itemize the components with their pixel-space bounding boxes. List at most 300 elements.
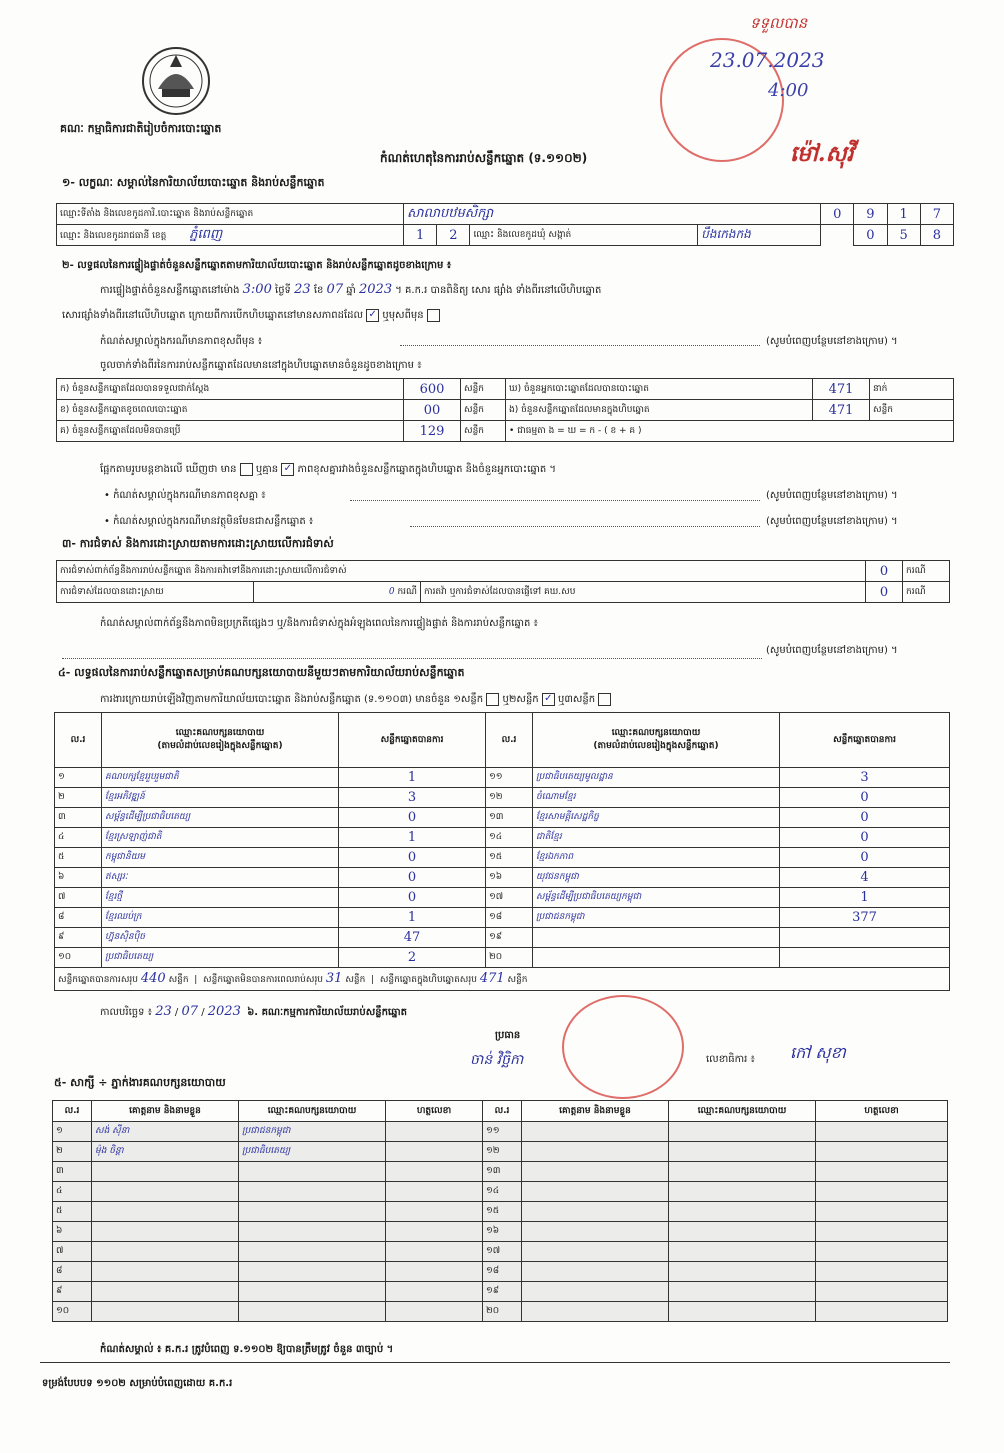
witness-signature [386, 1182, 483, 1202]
witness-name [92, 1282, 239, 1302]
results-votes [780, 928, 950, 948]
results-no: ១៤ [486, 828, 533, 848]
results-party: គណបក្សខ្មែររួបរួមជាតិ [102, 768, 339, 788]
results-votes [780, 948, 950, 968]
results-no: ១០ [55, 948, 102, 968]
count-row-0-left-value: 600 [404, 379, 461, 400]
results-party: ខ្មែរឯកភាព [533, 848, 780, 868]
total-valid-label: សន្លឹកឆ្នោតបានការសរុប [58, 975, 138, 985]
witness-signature [386, 1302, 483, 1322]
president-signature: ចាន់ វិច្ឆិកា [470, 1052, 524, 1068]
witness-party [239, 1262, 386, 1282]
results-col-no-right: ល.រ [486, 713, 533, 768]
results-party: សម្ព័ន្ធដើម្បីប្រជាធិបតេយ្យកម្ពុជា [533, 888, 780, 908]
line1-time: 3:00 [242, 282, 272, 297]
results-col-party-right-text: ឈ្មោះគណបក្សនយោបាយ [611, 728, 701, 738]
section2-line1 [100, 282, 601, 298]
results-party: សម្ព័ន្ធដើម្បីប្រជាធិបតេយ្យ [102, 808, 339, 828]
witness-signature [386, 1222, 483, 1242]
table-row [55, 848, 950, 868]
results-table [54, 712, 950, 991]
row2-value: ភ្នំពេញ [189, 226, 223, 242]
objection-row2-left-unit: ករណី [397, 586, 417, 597]
witness-signature [816, 1142, 948, 1162]
witness-name [522, 1162, 669, 1182]
row1-label: ឈ្មោះទីតាំង និងលេខកូដការិ.បោះឆ្នោត និងរាប់សន្លឹកឆ្នោត [57, 204, 404, 225]
received-date: 23.07.2023 [710, 48, 825, 72]
table-row [53, 1162, 948, 1182]
row2-label [57, 225, 404, 246]
date-line: កាលបរិច្ឆេទ ៖ 23 / 07 / 2023 ៦. គណៈកម្មការការិយាល័យរាប់សន្លឹកឆ្នោត [100, 1004, 407, 1019]
line1-month-label: ខែ [313, 285, 324, 296]
results-votes: 0 [780, 848, 950, 868]
witness-name: សង់ ស៊ីនា [92, 1122, 239, 1142]
total-valid-unit: សន្លឹក [168, 975, 189, 985]
witness-signature [816, 1262, 948, 1282]
count-row-0-right-unit: នាក់ [870, 379, 954, 400]
table-row [53, 1282, 948, 1302]
table-row [53, 1222, 948, 1242]
results-votes: 3 [780, 768, 950, 788]
witness-no: ៤ [53, 1182, 92, 1202]
table-row [53, 1122, 948, 1142]
objection-row2-left: ការជំទាស់ដែលបានដោះស្រាយ [57, 582, 254, 603]
results-votes: 0 [339, 848, 486, 868]
witness-signature [386, 1142, 483, 1162]
row2-commune-value: បឹងកេងកង [698, 225, 821, 246]
witness-name [92, 1302, 239, 1322]
results-col-party-left [102, 713, 339, 768]
witness-party: ប្រជាជនកម្ពុជា [239, 1122, 386, 1142]
note1-dots [350, 500, 760, 501]
count-row-1-right-unit: សន្លឹក [870, 400, 954, 421]
count-row-2-left-value: 129 [404, 421, 461, 442]
row2-commune-code-0: 0 [854, 225, 887, 246]
received-label: ទទួលបាន [750, 14, 808, 32]
note2: • កំណត់សម្គាល់ក្នុងករណីមានវត្ថុមិនមែនជាសន្លឹកឆ្នោត ៖ [104, 516, 314, 527]
footer-divider [40, 1362, 950, 1363]
witness-no: ១៨ [483, 1262, 522, 1282]
witness-party [669, 1242, 816, 1262]
sub-c: ឬ៣សន្លឹក [558, 694, 596, 705]
results-col-party-right [533, 713, 780, 768]
witness-party [239, 1282, 386, 1302]
same-checkbox[interactable]: ✓ [366, 309, 379, 322]
section1-title: ១- លក្ខណៈ សម្គាល់នៃការិយាល័យបោះឆ្នោត និងរាប់សន្លឹកឆ្នោត [62, 176, 325, 189]
row2-code-0: 1 [404, 225, 437, 246]
results-party: ជាតិខ្មែរ [533, 828, 780, 848]
results-votes: 0 [339, 808, 486, 828]
section2-line2 [62, 308, 440, 323]
line1-pre: ការផ្ទៀងផ្ទាត់ចំនួនសន្លឹកឆ្នោតនៅម៉ោង [100, 285, 240, 296]
results-col-party-right-sub: (តាមលំដាប់លេខរៀងក្នុងសន្លឹកឆ្នោត) [593, 741, 719, 751]
results-votes: 377 [780, 908, 950, 928]
witness-no: ១៥ [483, 1202, 522, 1222]
table-row [53, 1202, 948, 1222]
witness-party [669, 1202, 816, 1222]
witness-signature [816, 1282, 948, 1302]
section4-title: ៤- លទ្ធផលនៃការរាប់សន្លឹកឆ្នោតសម្រាប់គណបក្សនយោបាយនីមួយៗតាមការិយាល័យរាប់សន្លឹកឆ្នោត [58, 666, 465, 679]
results-votes: 1 [339, 828, 486, 848]
witness-no: ១០ [53, 1302, 92, 1322]
results-no: ៩ [55, 928, 102, 948]
section5-title: ៥- សាក្សី ÷ ភ្នាក់ងារគណបក្សនយោបាយ [54, 1076, 226, 1089]
count-row-1-left-label: ខ) ចំនួនសន្លឹកឆ្នោតខូចពេលបោះឆ្នោត [57, 400, 404, 421]
section1-table [56, 203, 954, 246]
section4-sub [100, 692, 611, 707]
results-no: ២០ [486, 948, 533, 968]
results-party [533, 928, 780, 948]
witness-col-sign-left: ហត្ថលេខា [386, 1101, 483, 1122]
results-no: ១២ [486, 788, 533, 808]
results-votes: 2 [339, 948, 486, 968]
secretary-signature: កៅ សុខា [790, 1043, 846, 1062]
line1-month: 07 [326, 282, 344, 297]
count-row-1-right-label: ង) ចំនួនសន្លឹកឆ្នោតដែលមានក្នុងហិបឆ្នោត [506, 400, 813, 421]
results-votes: 0 [780, 808, 950, 828]
witness-no: ១៣ [483, 1162, 522, 1182]
table-row [55, 768, 950, 788]
witness-party [669, 1282, 816, 1302]
results-party [533, 948, 780, 968]
witness-name [92, 1262, 239, 1282]
results-party: ហ្វ៊ុនស៊ិនប៉ិច [102, 928, 339, 948]
table-row [53, 1142, 948, 1162]
results-party: ប្រជាធិបតេយ្យ [102, 948, 339, 968]
date-day: 23 [155, 1004, 172, 1019]
witness-name [92, 1162, 239, 1182]
witness-signature [816, 1302, 948, 1322]
row1-code-2: 1 [887, 204, 920, 225]
row2-code-1: 2 [437, 225, 470, 246]
date-label: កាលបរិច្ឆេទ ៖ [100, 1007, 153, 1018]
results-col-no-left: ល.រ [55, 713, 102, 768]
note2-hint: (សូមបំពេញបន្ថែមនៅខាងក្រោម) ។ [766, 516, 898, 527]
president-label: ប្រធាន [495, 1030, 521, 1041]
witness-table [52, 1100, 948, 1322]
results-votes: 1 [339, 908, 486, 928]
table-row [55, 888, 950, 908]
results-no: ១ [55, 768, 102, 788]
section2-title: ២- លទ្ធផលនៃការផ្ទៀងផ្ទាត់ចំនួនសន្លឹកឆ្នោតតាមការិយាល័យបោះឆ្នោត និងរាប់សន្លឹកឆ្នោតដូចខាងក្រោម ៖ [62, 260, 452, 271]
results-col-votes-left: សន្លឹកឆ្នោតបានការ [339, 713, 486, 768]
three-sheets-checkbox[interactable] [598, 693, 611, 706]
witness-signature [386, 1282, 483, 1302]
witness-no: ១៩ [483, 1282, 522, 1302]
section3-hint: (សូមបំពេញបន្ថែមនៅខាងក្រោម) ។ [766, 645, 898, 656]
witness-no: ១៤ [483, 1182, 522, 1202]
sub-b: ឬ២សន្លឹក [502, 694, 539, 705]
two-sheets-checkbox[interactable]: ✓ [542, 693, 555, 706]
witness-no: ៧ [53, 1242, 92, 1262]
results-votes: 4 [780, 868, 950, 888]
row1-code-3: 7 [920, 204, 953, 225]
witness-party [669, 1222, 816, 1242]
results-votes: 1 [780, 888, 950, 908]
witness-col-party-right: ឈ្មោះគណបក្សនយោបាយ [669, 1101, 816, 1122]
witness-name [522, 1302, 669, 1322]
witness-no: ៩ [53, 1282, 92, 1302]
results-no: ៣ [55, 808, 102, 828]
table-row [53, 1182, 948, 1202]
count-row-1-right-value: 471 [813, 400, 870, 421]
line1-day-label: ថ្ងៃទី [275, 285, 291, 296]
witness-party [669, 1122, 816, 1142]
total-box: 471 [479, 971, 505, 986]
total-box-label: សន្លឹកឆ្នោតក្នុងហិបឆ្នោតសរុប [379, 975, 477, 985]
received-time: 4:00 [768, 80, 809, 101]
witness-name [92, 1182, 239, 1202]
objection-row1-unit: ករណី [903, 561, 950, 582]
results-no: ១៦ [486, 868, 533, 888]
results-no: ១៥ [486, 848, 533, 868]
row2-commune-code-1: 5 [887, 225, 920, 246]
results-no: ១៩ [486, 928, 533, 948]
line1-year-label: ឆ្នាំ [346, 285, 356, 296]
results-party: ខ្មែរថ្មី [102, 888, 339, 908]
witness-no: ២០ [483, 1302, 522, 1322]
witness-name [522, 1222, 669, 1242]
witness-no: ១ [53, 1122, 92, 1142]
results-party: ខ្មែរស្រឡាញ់ជាតិ [102, 828, 339, 848]
official-stamp [562, 995, 684, 1099]
committee-label: ៦. គណៈកម្មការការិយាល័យរាប់សន្លឹកឆ្នោត [247, 1007, 407, 1018]
results-totals: សន្លឹកឆ្នោតបានការសរុប 440 សន្លឹក | សន្លឹកឆ្នោតមិនបានការពេលរាប់សរុប 31 សន្លឹក | សន្លឹកឆ្នោតក្នុងហិបឆ្នោតសរុប 471 សន្លឹក [55, 968, 950, 991]
line2-yes: ឬមុសពីមុន [382, 310, 424, 321]
line2-text: សោរផ្សាំងទាំងពីរនៅលើហិបឆ្នោត ក្រោយពីការបើកហិបឆ្នោតនៅមានសភាពដដែល [62, 310, 363, 321]
table-row [55, 828, 950, 848]
table-row [53, 1262, 948, 1282]
results-no: ២ [55, 788, 102, 808]
witness-no: ៣ [53, 1162, 92, 1182]
row1-value: សាលាបឋមសិក្សា [404, 204, 821, 225]
table-row [55, 868, 950, 888]
line3-hint: (សូមបំពេញបន្ថែមនៅខាងក្រោម) ។ [766, 336, 898, 347]
witness-signature [816, 1242, 948, 1262]
witness-name [92, 1222, 239, 1242]
results-no: ១៨ [486, 908, 533, 928]
witness-party [239, 1162, 386, 1182]
count-row-0-left-label: ក) ចំនួនសន្លឹកឆ្នោតដែលបានទទួលជាក់ស្តែង [57, 379, 404, 400]
witness-party [669, 1182, 816, 1202]
witness-no: ២ [53, 1142, 92, 1162]
row2-commune-label: ឈ្មោះ និងលេខកូដឃុំ សង្កាត់ [470, 225, 698, 246]
note1-hint: (សូមបំពេញបន្ថែមនៅខាងក្រោម) ។ [766, 490, 898, 501]
table-row [55, 908, 950, 928]
witness-col-name-right: គោត្តនាម និងនាមខ្លួន [522, 1101, 669, 1122]
witness-no: ១៦ [483, 1222, 522, 1242]
footer-note: កំណត់សម្គាល់ ៖ គ.ក.រ ត្រូវបំពេញ ទ.១១០២ ឱ្យបានត្រឹមត្រូវ ចំនួន ៣ច្បាប់ ។ [100, 1344, 394, 1355]
results-party: ខ្មែរអភិវឌ្ឍន៍ [102, 788, 339, 808]
no-diff-checkbox[interactable]: ✓ [281, 463, 294, 476]
witness-body [53, 1122, 948, 1322]
witness-no: ១២ [483, 1142, 522, 1162]
results-col-votes-right: សន្លឹកឆ្នោតបានការ [780, 713, 950, 768]
witness-name [522, 1142, 669, 1162]
row1-code-0: 0 [821, 204, 854, 225]
results-party: ប្រជាធិបតេយ្យមូលដ្ឋាន [533, 768, 780, 788]
line1-year: 2023 [359, 282, 393, 297]
results-votes: 0 [780, 828, 950, 848]
results-party: ប្រជាជនកម្ពុជា [533, 908, 780, 928]
witness-no: ៦ [53, 1222, 92, 1242]
count-row-0-right-label: ឃ) ចំនួនអ្នកបោះឆ្នោតដែលបានបោះឆ្នោត [506, 379, 813, 400]
results-no: ៨ [55, 908, 102, 928]
witness-no: ៥ [53, 1202, 92, 1222]
witness-no: ១៧ [483, 1242, 522, 1262]
section2-line3: កំណត់សម្គាល់ក្នុងករណីមានភាពខុសពីមុន ៖ [100, 336, 263, 347]
witness-signature [816, 1122, 948, 1142]
witness-col-name-left: គោត្តនាម និងនាមខ្លួន [92, 1101, 239, 1122]
results-col-party-left-text: ឈ្មោះគណបក្សនយោបាយ [175, 728, 265, 738]
witness-col-sign-right: ហត្ថលេខា [816, 1101, 948, 1122]
witness-signature [386, 1122, 483, 1142]
witness-party [239, 1242, 386, 1262]
one-sheet-checkbox[interactable] [486, 693, 499, 706]
table-row [55, 808, 950, 828]
date-year: 2023 [207, 1004, 241, 1019]
results-votes: 1 [339, 768, 486, 788]
witness-name: ម៉ុង ចិន្តា [92, 1142, 239, 1162]
witness-party [669, 1262, 816, 1282]
results-votes: 0 [339, 868, 486, 888]
count-row-1-left-value: 00 [404, 400, 461, 421]
form-title: កំណត់ហេតុនៃការរាប់សន្លឹកឆ្នោត (ទ.១១០២) [380, 151, 588, 165]
count-row-2-left-label: គ) ចំនួនសន្លឹកឆ្នោតដែលមិនបានប្រើ [57, 421, 404, 442]
count-rows [57, 379, 954, 442]
section3-note: កំណត់សម្គាល់ពាក់ព័ន្ធនឹងភាពមិនប្រក្រតីផ្សេងៗ ឬ/និងការជំទាស់ក្នុងអំឡុងពេលនៃការផ្ទៀងផ្ទាត់ និងការរាប់សន្លឹកឆ្នោត ៖ [100, 618, 538, 629]
table-row [53, 1302, 948, 1322]
section3-dots [62, 658, 762, 659]
table-row [53, 1242, 948, 1262]
witness-signature [386, 1242, 483, 1262]
has-diff-checkbox[interactable] [240, 463, 253, 476]
witness-party [239, 1222, 386, 1242]
line5-a: ផ្អែកតាមរូបមន្តខាងលើ ឃើញថា មាន [100, 464, 237, 475]
objection-row2-left-value: 0 [388, 586, 395, 597]
results-party: យុវជនកម្ពុជា [533, 868, 780, 888]
note1: • កំណត់សម្គាល់ក្នុងករណីមានភាពខុសគ្នា ៖ [104, 490, 266, 501]
witness-name [92, 1202, 239, 1222]
line5-b: ឬគ្មាន [255, 464, 279, 475]
witness-party [669, 1162, 816, 1182]
witness-name [522, 1282, 669, 1302]
results-no: ១៣ [486, 808, 533, 828]
secretary-label: លេខាធិការ ៖ [706, 1054, 755, 1065]
witness-party [239, 1202, 386, 1222]
results-no: ៤ [55, 828, 102, 848]
results-party: ចំណោមខ្មែរ [533, 788, 780, 808]
org-name: គណៈ កម្មាធិការជាតិរៀបចំការបោះឆ្នោត [60, 122, 222, 135]
line3-dots [400, 345, 760, 346]
section2-line5 [100, 462, 556, 477]
results-col-party-left-sub: (តាមលំដាប់លេខរៀងក្នុងសន្លឹកឆ្នោត) [157, 741, 283, 751]
witness-signature [386, 1202, 483, 1222]
witness-party: ប្រជាធិបតេយ្យ [239, 1142, 386, 1162]
table-row [55, 788, 950, 808]
witness-signature [816, 1182, 948, 1202]
witness-col-no-right: ល.រ [483, 1101, 522, 1122]
objection-row2-right-value: 0 [866, 582, 903, 603]
witness-name [522, 1122, 669, 1142]
note2-dots [410, 526, 760, 527]
total-box-unit: សន្លឹក [507, 975, 528, 985]
witness-party [669, 1142, 816, 1162]
objection-row1-value: 0 [866, 561, 903, 582]
results-party: ឥស្សរៈ [102, 868, 339, 888]
total-invalid-label: សន្លឹកឆ្នោតមិនបានការពេលរាប់សរុប [203, 975, 324, 985]
results-votes: 0 [339, 888, 486, 908]
nec-logo [140, 45, 212, 117]
objection-row2-left-value-cell [254, 582, 421, 603]
results-party: ខ្មែរឈប់ក្រ [102, 908, 339, 928]
total-valid: 440 [140, 971, 166, 986]
section3-title: ៣- ការជំទាស់ និងការដោះស្រាយតាមការដោះស្រាយលើការជំទាស់ [62, 537, 334, 550]
row2-label-text: ឈ្មោះ និងលេខកូដរាជធានី ខេត្ត [60, 230, 167, 241]
section2-line4: ចូលចាក់ទាំងពីរនៃការរាប់សន្លឹកឆ្នោតដែលមាននៅក្នុងហិបឆ្នោតមានចំនួនដូចខាងក្រោម ៖ [100, 360, 422, 371]
row1-code-1: 9 [854, 204, 887, 225]
line5-c: ភាពខុសគ្នារវាងចំនួនសន្លឹកឆ្នោតក្នុងហិបឆ្នោត និងចំនួនអ្នកបោះឆ្នោត ។ [297, 464, 557, 475]
form-ref: ទម្រង់បែបបទ ១១០២ សម្រាប់បំពេញដោយ គ.ក.រ [42, 1378, 233, 1389]
results-no: ៦ [55, 868, 102, 888]
witness-col-no-left: ល.រ [53, 1101, 92, 1122]
count-row-0-left-unit: សន្លឹក [461, 379, 506, 400]
results-no: ១៧ [486, 888, 533, 908]
witness-signature [386, 1162, 483, 1182]
table-row [55, 928, 950, 948]
count-row-2-left-unit: សន្លឹក [461, 421, 506, 442]
witness-name [522, 1262, 669, 1282]
objection-row2-right: ការតវ៉ា ឬការជំទាស់ដែលបានផ្ញើទៅ គឃ.សប [421, 582, 866, 603]
witness-name [92, 1242, 239, 1262]
objection-table [56, 560, 950, 603]
objection-row2-right-unit: ករណី [903, 582, 950, 603]
results-votes: 0 [780, 788, 950, 808]
results-no: ៧ [55, 888, 102, 908]
results-votes: 3 [339, 788, 486, 808]
witness-name [522, 1182, 669, 1202]
witness-no: ១១ [483, 1122, 522, 1142]
line1-post: ។ គ.ក.រ បានពិនិត្យ សោរ ផ្សាំង ទាំងពីរនៅលើហិបឆ្នោត [395, 285, 602, 296]
witness-party [239, 1302, 386, 1322]
results-party: ខ្មែរសាមគ្គីសេដ្ឋកិច្ច [533, 808, 780, 828]
witness-signature [816, 1162, 948, 1182]
witness-col-party-left: ឈ្មោះគណបក្សនយោបាយ [239, 1101, 386, 1122]
count-row-1-left-unit: សន្លឹក [461, 400, 506, 421]
objection-row1-label: ការជំទាស់ពាក់ព័ន្ធនឹងការរាប់សន្លឹកឆ្នោត និងការតវ៉ាទៅនឹងការដោះស្រាយលើការជំទាស់ [57, 561, 866, 582]
count-table [56, 378, 954, 442]
witness-party [669, 1302, 816, 1322]
witness-name [522, 1202, 669, 1222]
count-row-2-formula: • ជាធម្មតា ង = ឃ = ក - ( ខ + គ ) [506, 421, 954, 442]
results-no: ១១ [486, 768, 533, 788]
witness-signature [816, 1222, 948, 1242]
row2-commune-code-2: 8 [920, 225, 953, 246]
received-signature: ម៉ៅ.សុវី [790, 141, 854, 167]
date-month: 07 [181, 1004, 199, 1019]
results-party: កម្ពុជានិយម [102, 848, 339, 868]
witness-signature [816, 1202, 948, 1222]
total-invalid: 31 [325, 971, 343, 986]
count-row-0-right-value: 471 [813, 379, 870, 400]
results-votes: 47 [339, 928, 486, 948]
witness-party [239, 1182, 386, 1202]
different-checkbox[interactable] [427, 309, 440, 322]
witness-signature [386, 1262, 483, 1282]
line1-day: 23 [294, 282, 311, 297]
results-no: ៥ [55, 848, 102, 868]
results-body [55, 768, 950, 968]
